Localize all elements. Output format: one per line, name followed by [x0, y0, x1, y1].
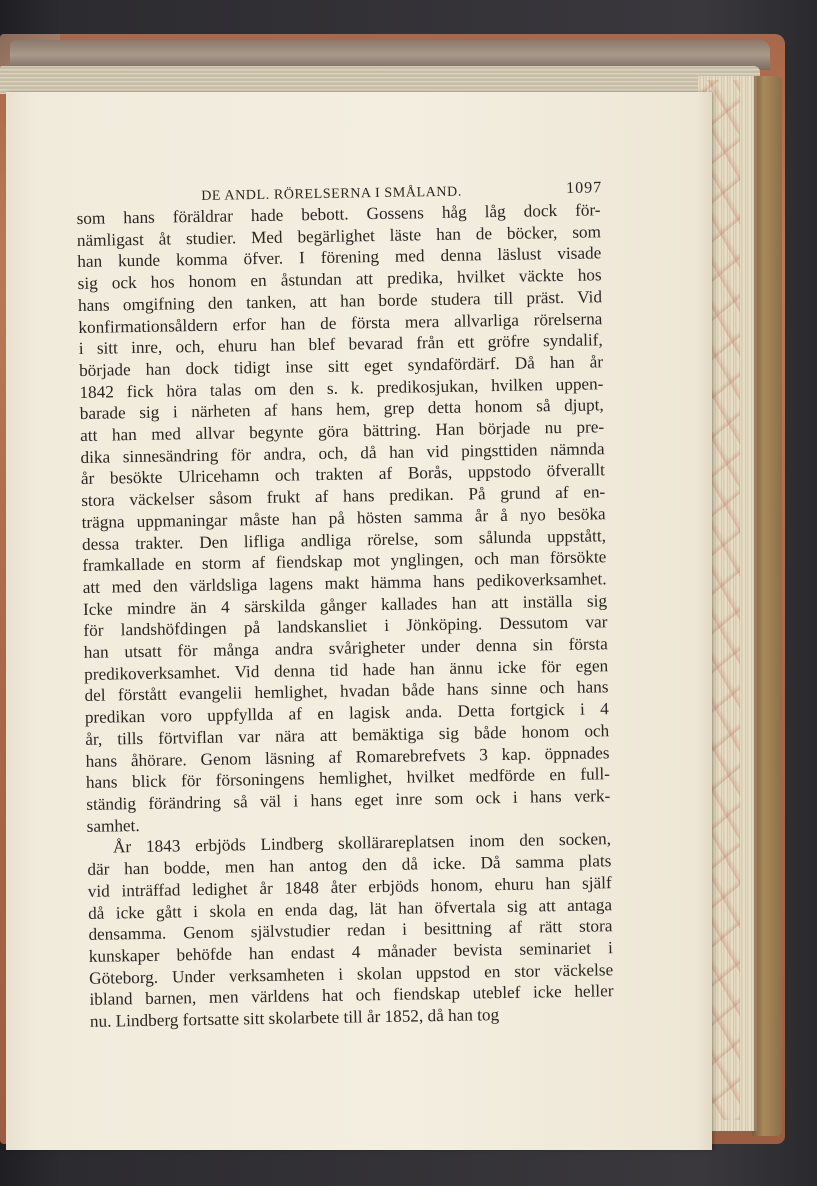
- text-line: då icke gått i skola en enda dag, lät han öfvertala sig att antaga: [87, 894, 613, 923]
- text-line: han utsatt för många andra svårigheter under denna sin första: [83, 634, 608, 662]
- text-line: kunskaper behöfde han endast 4 månader bevista seminariet i: [88, 938, 613, 966]
- text-line: år besökte Ulricehamn och trakten af Borås, uppstodo öfverallt: [80, 460, 606, 489]
- book-page: [6, 92, 712, 1150]
- page-block-top-edge: [0, 66, 760, 94]
- text-line: samhet.: [86, 815, 140, 836]
- text-line: ständig förändring så väl i hans eget inre som ock i hans verk-: [86, 786, 611, 814]
- text-line: för landshöfdingen på landskansliet i Jönköping. Dessutom var: [83, 612, 608, 641]
- text-line: i sitt inre, och, ehuru han blef bevarad från ett gröfre syndalif,: [78, 330, 603, 359]
- text-line: trägna uppmaningar måste han på hösten samma år å nyo besöka: [81, 504, 606, 532]
- text-line: dessa trakter. Den lifliga andliga rörelse, som sålunda uppstått,: [81, 525, 607, 554]
- text-line: han kunde komma öfver. I förening med denna läslust visade: [77, 243, 602, 272]
- text-line: hans åhörare. Genom läsning af Romarebrefvets 3 kap. öppnades: [85, 742, 610, 771]
- text-line: började han dock tidigt inse sitt eget syndafördärf. Då han år: [78, 352, 604, 380]
- text-line: Icke mindre än 4 särskilda gånger kallades han att inställa sig: [82, 590, 608, 619]
- text-line: sig ock hos honom en åstundan att predika, hvilket väckte hos: [77, 265, 602, 294]
- text-line: framkallade en storm af fiendskap mot ynglingen, och man försökte: [82, 547, 607, 576]
- text-line: ibland barnen, men världens hat och fiendskap uteblef icke heller: [89, 981, 614, 1010]
- running-title: DE ANDL. RÖRELSERNA I SMÅLAND.: [201, 184, 463, 204]
- text-line: del förstått evangelii hemlighet, hvadan både hans sinne och hans: [84, 677, 609, 706]
- text-line: hans omgifning den tanken, att han borde studera till präst. Vid: [77, 287, 603, 315]
- paragraph-2: [87, 829, 614, 1033]
- page-number: 1097: [566, 179, 603, 197]
- text-line: där han bodde, men han antog den då icke. Då samma plats: [87, 851, 612, 879]
- page-text-block: [76, 173, 614, 1032]
- text-line: nämligast åt studier. Med begärlighet läste han de böcker, som: [76, 222, 602, 250]
- text-line: att med den världsliga lagens makt hämma hans pedikoverksamhet.: [82, 569, 607, 597]
- text-line: 1842 fick höra talas om den s. k. predikosjukan, hvilken uppen-: [79, 373, 604, 402]
- text-line: Göteborg. Under verksamheten i skolan uppstod en stor väckelse: [89, 959, 614, 988]
- paragraph-1: [76, 199, 610, 837]
- text-line: predikoverksamhet. Vid denna tid hade han ännu icke för egen: [84, 656, 609, 684]
- text-line: vid inträffad ledighet år 1848 åter erbjöds honom, ehuru han själf: [87, 873, 612, 901]
- text-line: att han med allvar begynte göra bättring. Han började nu pre-: [80, 417, 605, 445]
- text-line: stora väckelser såsom frukt af hans predikan. På grund af en-: [81, 482, 606, 511]
- text-line: barade sig i närheten af hans hem, grep detta honom så djupt,: [79, 395, 604, 424]
- text-line: konfirmationsåldern erfor han de första mera allvarliga rörelserna: [78, 308, 603, 337]
- text-line: År 1843 erbjöds Lindberg skollärareplatsen inom den socken,: [112, 829, 612, 857]
- text-line: dika sinnesändring för andra, och, då han vid pingsttiden nämnda: [80, 439, 605, 467]
- text-line: hans blick för försoningens hemlighet, hvilket medförde en full-: [85, 764, 611, 793]
- text-line: som hans föräldrar hade bebott. Gossens håg låg dock för-: [76, 200, 601, 228]
- text-line: år, tills förtviflan var nära att bemäktiga sig både honom och: [85, 721, 610, 749]
- text-line: densamma. Genom självstudier redan i besittning af rätt stora: [88, 916, 613, 945]
- text-line: nu. Lindberg fortsatte sitt skolarbete till år 1852, då han tog: [89, 1005, 500, 1031]
- text-line: predikan voro uppfyllda af en lagisk anda. Detta fortgick i 4: [84, 699, 609, 728]
